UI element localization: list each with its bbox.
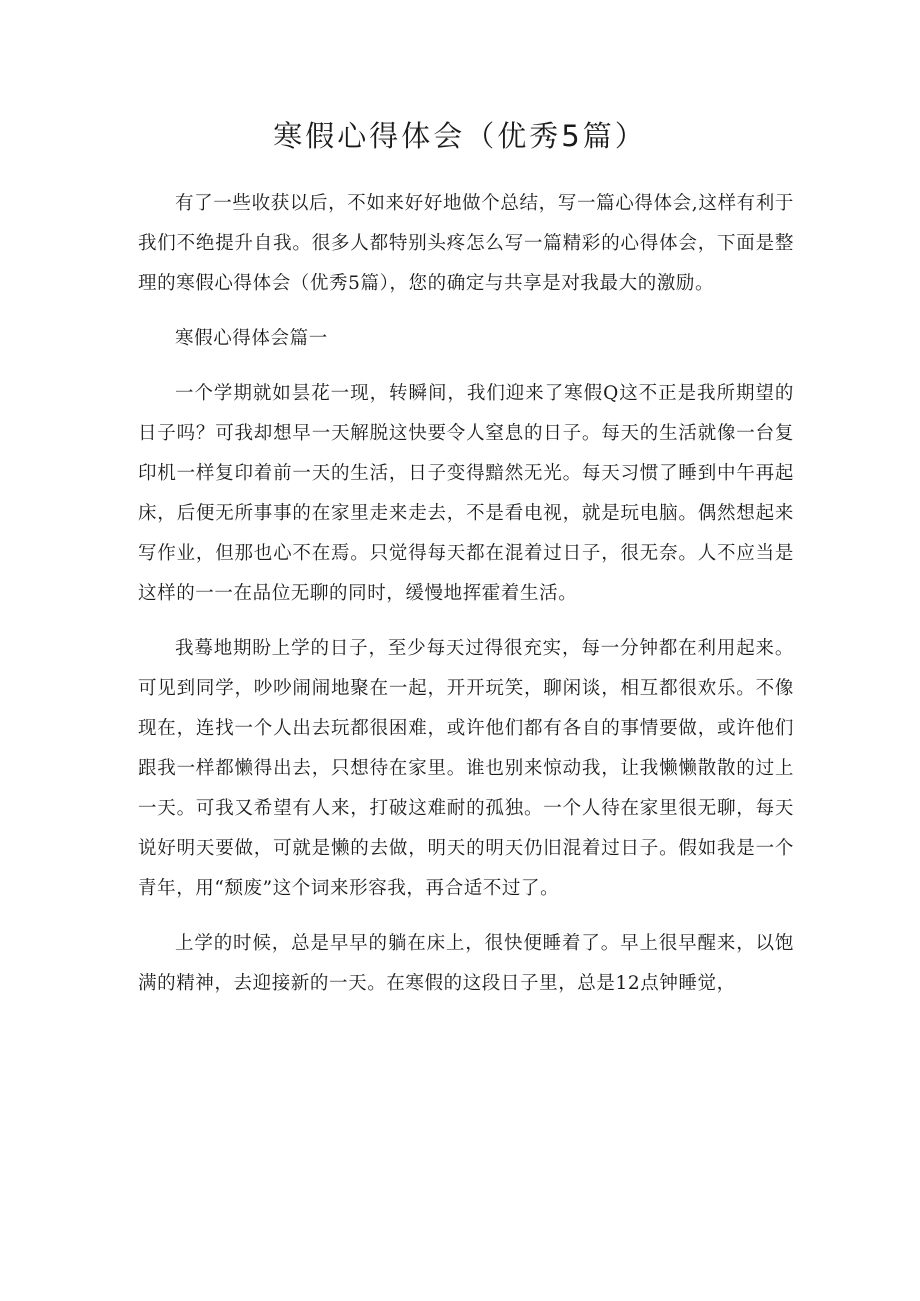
intro-paragraph: 有了一些收获以后，不如来好好地做个总结，写一篇心得体会,这样有利于我们不绝提升自我。很多人都特别头疼怎么写一篇精彩的心得体会，下面是整理的寒假心得体会（优秀5篇），您的确定与共享是对我最大的激励。 xyxy=(138,193,794,294)
body-paragraph-3: 上学的时候，总是早早的躺在床上，很快便睡着了。早上很早醒来，以饱满的精神，去迎接新的一天。在寒假的这段日子里，总是12点钟睡觉， xyxy=(138,933,794,994)
section-heading: 寒假心得体会篇一 xyxy=(175,328,328,349)
body-paragraph-1: 一个学期就如昙花一现，转瞬间，我们迎来了寒假Q这不正是我所期望的日子吗？可我却想早一天解脱这快要令人窒息的日子。每天的生活就像一台复印机一样复印着前一天的生活，日子变得黯然无光。每天习惯了睡到中午再起床，后便无所事事的在家里走来走去，不是看电视，就是玩电脑。偶然想起来写作业，但那也心不在焉。只觉得每天都在混着过日子，很无奈。人不应当是这样的一一在品位无聊的同时，缓慢地挥霍着生活。 xyxy=(138,383,794,604)
body-paragraph-2: 我蓦地期盼上学的日子，至少每天过得很充实，每一分钟都在利用起来。可见到同学，吵吵闹闹地聚在一起，开开玩笑，聊闲谈，相互都很欢乐。不像现在，连找一个人出去玩都很困难，或许他们都有各自的事情要做，或许他们跟我一样都懒得出去，只想待在家里。谁也别来惊动我，让我懒懒散散的过上一天。可我又希望有人来，打破这难耐的孤独。一个人待在家里很无聊，每天说好明天要做，可就是懒的去做，明天的明天仍旧混着过日子。假如我是一个青年，用“颓废”这个词来形容我，再合适不过了。 xyxy=(138,638,794,899)
document-body xyxy=(138,184,794,1019)
document-title: 寒假心得体会（优秀5篇） xyxy=(273,119,647,153)
